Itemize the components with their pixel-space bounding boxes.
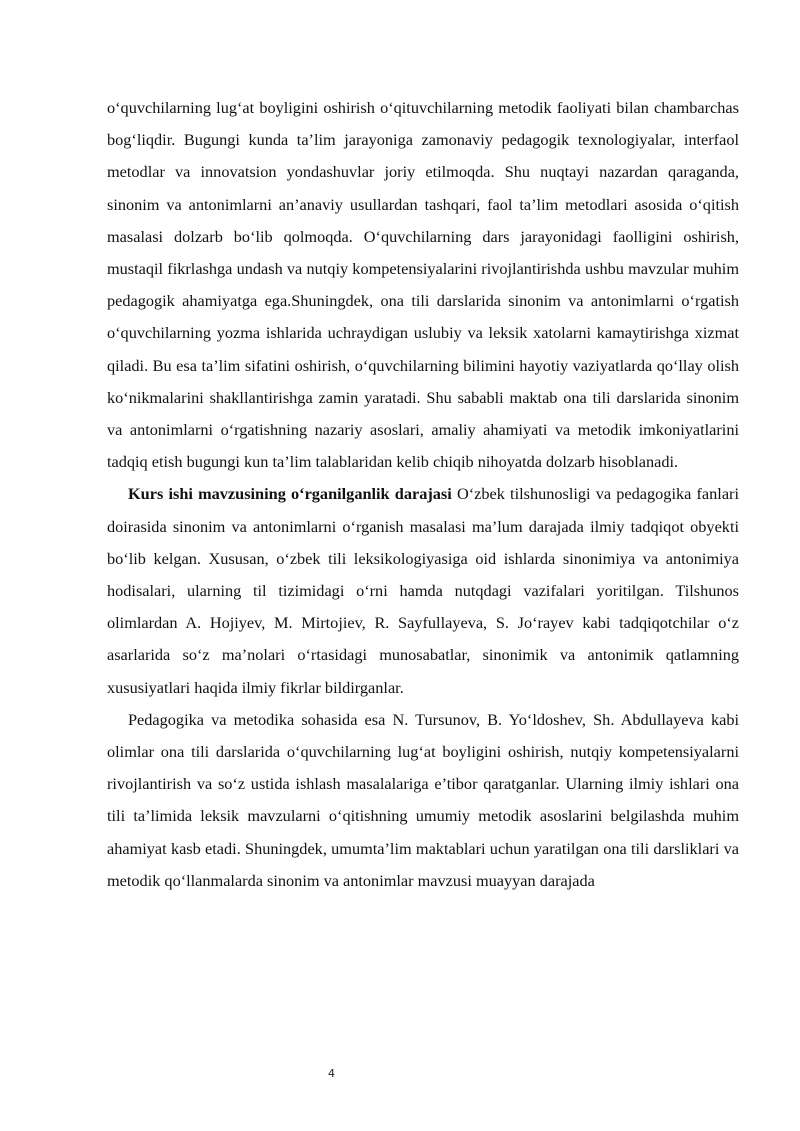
paragraph-1-text: o‘quvchilarning lug‘at boyligini oshirish o‘qituvchilarning metodik faoliyati bilan chambarchas bog‘liqdir. Bugungi kunda ta’lim jarayoniga zamonaviy pedagogik texnologiyalar, interfaol metodlar va innovatsion yondashuvlar joriy etilmoqda. Shu nuqtayi nazardan qaraganda, sinonim va antonimlarni an’anaviy usullardan tashqari, faol ta’lim metodlari asosida o‘qitish masalasi dolzarb bo‘lib qolmoqda. O‘quvchilarning dars jarayonidagi faolligini oshirish, mustaqil fikrlashga undash va nutqiy kompetensiyalarini rivojlantirishda ushbu mavzular muhim pedagogik ahamiyatga ega.Shuningdek, ona tili darslarida sinonim va antonimlarni o‘rgatish o‘quvchilarning yozma ishlarida uchraydigan uslubiy va leksik xatolarni kamaytirishga xizmat qiladi. Bu esa ta’lim sifatini oshirish, o‘quvchilarning bilimini hayotiy vaziyatlarda qo‘llay olish ko‘nikmalarini shakllantirishga zamin yaratadi. Shu sababli maktab ona tili darslarida sinonim va antonimlarni o‘rgatishning nazariy asoslari, amaliy ahamiyati va metodik imkoniyatlarini tadqiq etish bugungi kun ta’lim talablaridan kelib chiqib nihoyatda dolzarb hisoblanadi. (107, 98, 739, 472)
document-page (107, 92, 739, 897)
paragraph-1 (107, 92, 739, 478)
section-heading-inline: Kurs ishi mavzusining o‘rganilganlik darajasi (128, 484, 452, 504)
paragraph-3-text: Pedagogika va metodika sohasida esa N. Tursunov, B. Yo‘ldoshev, Sh. Abdullayeva kabi olimlar ona tili darslarida o‘quvchilarning lug‘at boyligini oshirish, nutqiy kompetensiyalarni rivojlantirish va so‘z ustida ishlash masalalariga e’tibor qaratganlar. Ularning ilmiy ishlari ona tili ta’limida leksik mavzularni o‘qitishning umumiy metodik asoslarini belgilashda muhim ahamiyat kasb etadi. Shuningdek, umumta’lim maktablari uchun yaratilgan ona tili darsliklari va metodik qo‘llanmalarda sinonim va antonimlar mavzusi muayyan darajada (107, 709, 739, 890)
paragraph-2 (107, 478, 739, 703)
paragraph-2-text: O‘zbek tilshunosligi va pedagogika fanlari doirasida sinonim va antonimlarni o‘rganish masalasi ma’lum darajada ilmiy tadqiqot obyekti bo‘lib kelgan. Xususan, o‘zbek tili leksikologiyasiga oid ishlarda sinonimiya va antonimiya hodisalari, ularning til tizimidagi o‘rni hamda nutqdagi vazifalari yoritilgan. Tilshunos olimlardan A. Hojiyev, M. Mirtojiev, R. Sayfullayeva, S. Jo‘rayev kabi tadqiqotchilar o‘z asarlarida so‘z ma’nolari o‘rtasidagi munosabatlar, sinonimik va antonimik qatlamning xususiyatlari haqida ilmiy fikrlar bildirganlar. (107, 484, 739, 697)
page-number: 4 (328, 1067, 335, 1080)
paragraph-3 (107, 704, 739, 897)
